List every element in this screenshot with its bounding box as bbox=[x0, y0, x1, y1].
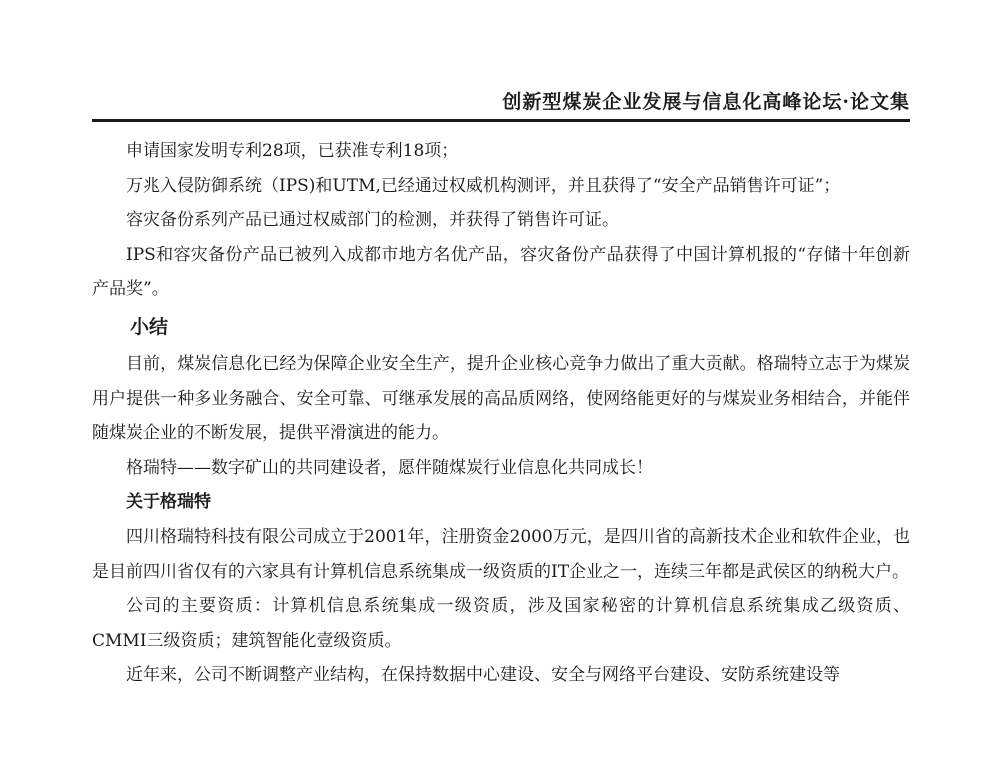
qualifications-paragraph: 公司的主要资质：计算机信息系统集成一级资质，涉及国家秘密的计算机信息系统集成乙级资质、CMMI三级资质；建筑智能化壹级资质。 bbox=[92, 596, 910, 651]
ips-utm-statement: 万兆入侵防御系统（IPS)和UTM,已经通过权威机构测评，并且获得了“安全产品销售许可证”； bbox=[126, 175, 841, 196]
body-text bbox=[92, 134, 910, 693]
patent-statement: 申请国家发明专利28项，已获准专利18项； bbox=[126, 141, 459, 161]
summary-heading: 小结 bbox=[130, 315, 169, 338]
running-header: 创新型煤炭企业发展与信息化高峰论坛·论文集 bbox=[502, 91, 910, 113]
awards-paragraph: IPS和容灾备份产品已被列入成都市地方名优产品，容灾备份产品获得了中国计算机报的“存储十年创新产品奖”。 bbox=[92, 244, 910, 300]
backup-statement: 容灾备份系列产品已通过权威部门的检测，并获得了销售许可证。 bbox=[126, 210, 619, 231]
recent-developments-paragraph: 近年来，公司不断调整产业结构，在保持数据中心建设、安全与网络平台建设、安防系统建设等 bbox=[126, 665, 840, 686]
company-overview-paragraph: 四川格瑞特科技有限公司成立于2001年，注册资金2000万元，是四川省的高新技术企业和软件企业，也是目前四川省仅有的六家具有计算机信息系统集成一级资质的IT企业之一，连续三年都是武侯区的纳税大户。 bbox=[92, 526, 910, 582]
summary-paragraph: 目前，煤炭信息化已经为保障企业安全生产，提升企业核心竞争力做出了重大贡献。格瑞特立志于为煤炭用户提供一种多业务融合、安全可靠、可继承发展的高品质网络，使网络能更好的与煤炭业务相结合，并能伴随煤炭企业的不断发展，提供平滑演进的能力。 bbox=[92, 353, 910, 444]
about-heading: 关于格瑞特 bbox=[126, 492, 211, 513]
header-rule bbox=[92, 119, 910, 122]
slogan: 格瑞特——数字矿山的共同建设者，愿伴随煤炭行业信息化共同成长！ bbox=[126, 457, 653, 478]
